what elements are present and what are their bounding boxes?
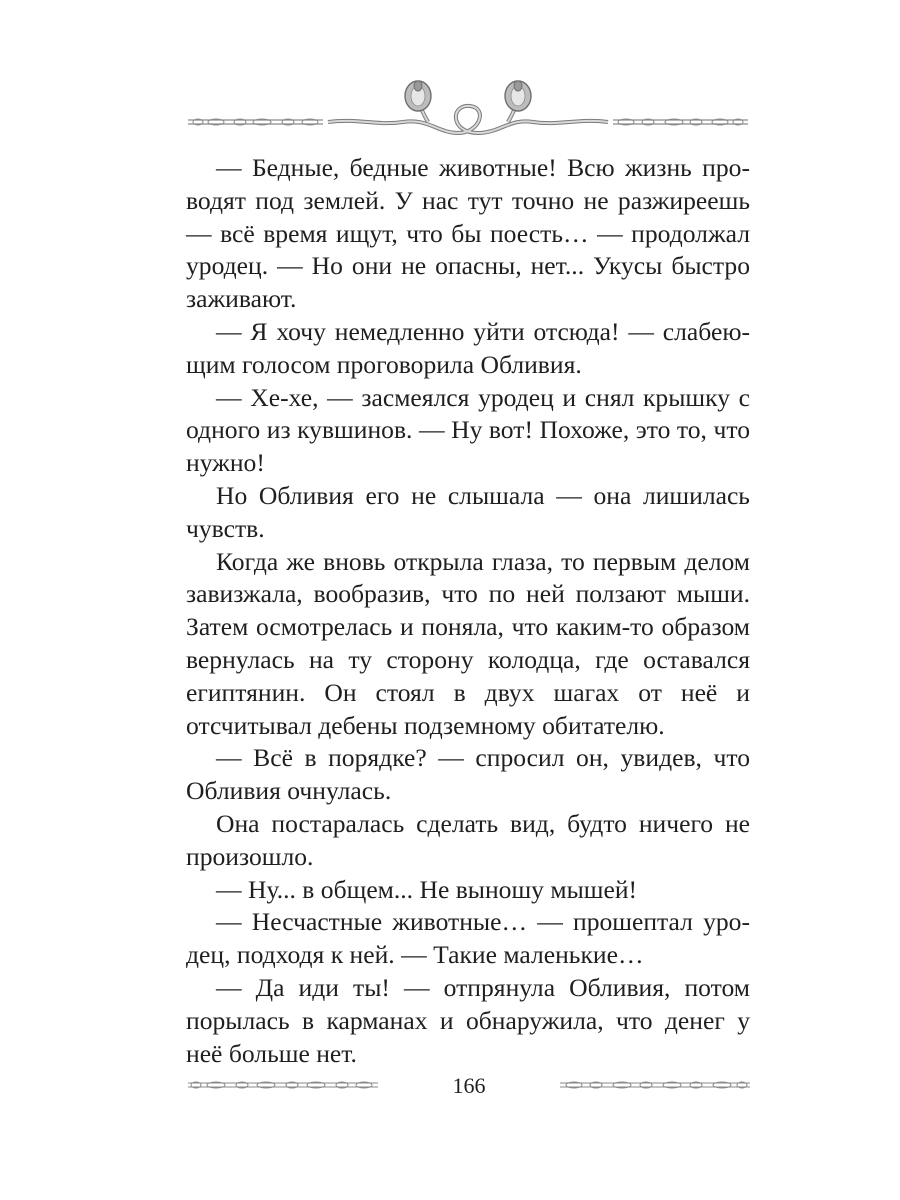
twin-cobra-ornament-icon — [188, 78, 748, 148]
chain-border-icon — [560, 1078, 750, 1092]
body-text — [186, 152, 750, 1070]
paragraph: — Да иди ты! — отпрянула Обливия, потом порылась в карманах и обнаружила, что денег у неё больше нет. — [186, 972, 750, 1068]
page-footer — [188, 1072, 750, 1100]
paragraph: — Бедные, бедные животные! Всю жизнь проводят под землей. У нас тут точно не разжиреешь — всё время ищут, что бы поесть… — продолжал уродец. — Но они не опасны, нет... Укусы быстро заживают. — [186, 153, 750, 314]
paragraph: — Я хочу немедленно уйти отсюда! — слабеющим голосом проговорила Обливия. — [186, 316, 750, 379]
paragraph: — Несчастные животные… — прошептал уродец, подходя к ней. — Такие маленькие… — [186, 907, 750, 970]
paragraph: Она постаралась сделать вид, будто ничего не произошло. — [186, 808, 750, 871]
chain-border-icon — [188, 1078, 378, 1092]
paragraph: — Всё в порядке? — спросил он, увидев, что Обливия очнулась. — [186, 743, 750, 806]
page-number: 166 — [452, 1073, 486, 1098]
paragraph: — Ну... в общем... Не выношу мышей! — [216, 874, 638, 904]
paragraph: — Хе-хе, — засмеялся уродец и снял крышку с одного из кувшинов. — Ну вот! Похоже, это то, что нужно! — [186, 382, 750, 478]
paragraph: Но Обливия его не слышала — она лишилась чувств. — [186, 480, 750, 543]
paragraph: Когда же вновь открыла глаза, то первым делом завизжала, вообразив, что по ней ползают мыши. Затем осмотрелась и поняла, что каким-то образом вернулась на ту сторону колодца, где оставался египтянин. Он стоял в двух шагах от неё и отсчитывал дебены подземному обитателю. — [186, 546, 750, 740]
